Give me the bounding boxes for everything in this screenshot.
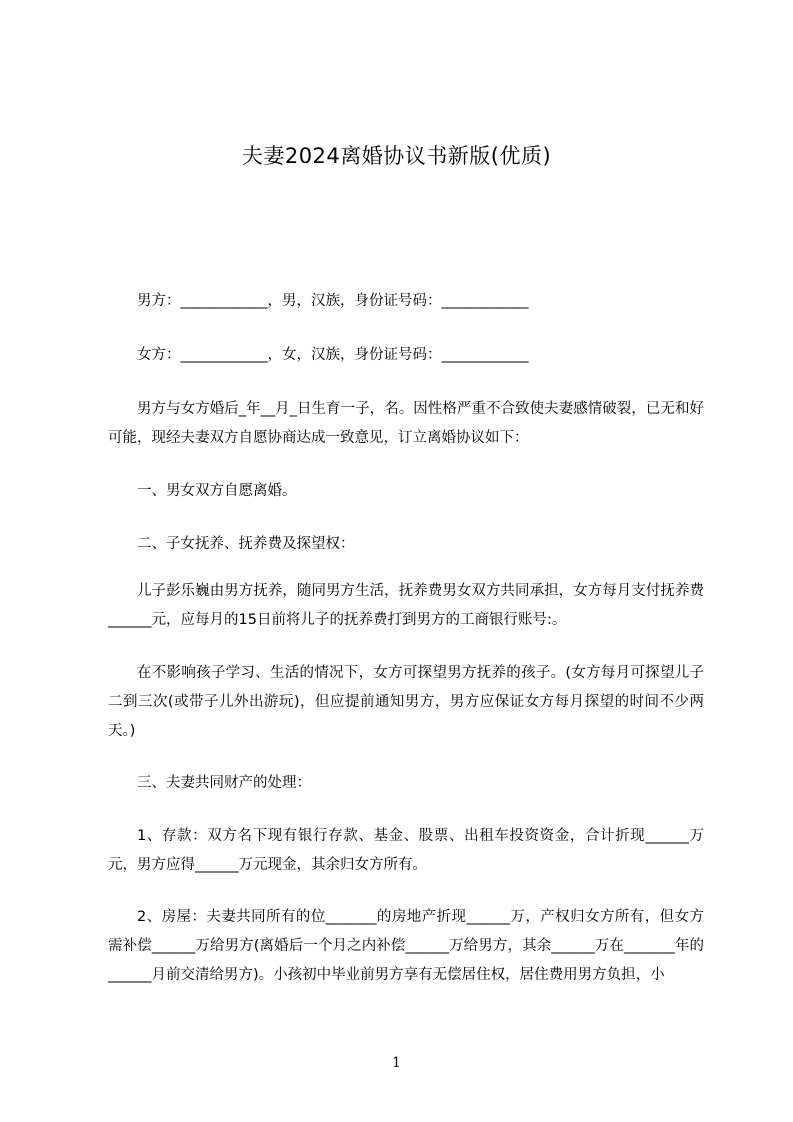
- visitation-paragraph: 在不影响孩子学习、生活的情况下，女方可探望男方抚养的孩子。(女方每月可探望儿子二到三次(或带子儿外出游玩)，但应提前通知男方，男方应保证女方每月探望的时间不少两天。): [108, 665, 704, 739]
- section-heading-children: 二、子女抚养、抚养费及探望权：: [137, 536, 355, 552]
- intro-paragraph: 男方与女方婚后_年__月_日生育一子，名。因性格严重不合致使夫妻感情破裂，已无和好可能，现经夫妻双方自愿协商达成一致意见，订立离婚协议如下：: [108, 401, 704, 446]
- house-paragraph: 2、房屋：夫妻共同所有的位_______的房地产折现______万，产权归女方所有，但女方需补偿______万给男方(离婚后一个月之内补偿______万给男方，其余______万在_______年的______月前交清给男方)。小孩初中毕业前男方享有无偿居住权，居住费用男方负担，小: [108, 909, 704, 983]
- child-support-paragraph: 儿子彭乐巍由男方抚养，随同男方生活，抚养费男女双方共同承担，女方每月支付抚养费______元，应每月的15日前将儿子的抚养费打到男方的工商银行账号:。: [108, 583, 704, 628]
- man-party-paragraph: 男方：____________，男，汉族，身份证号码：____________: [137, 293, 529, 309]
- document-title: 夫妻2024离婚协议书新版(优质): [241, 144, 552, 168]
- page-number: 1: [392, 1055, 401, 1071]
- deposit-paragraph: 1、存款：双方名下现有银行存款、基金、股票、出租车投资资金，合计折现______万元，男方应得______万元现金，其余归女方所有。: [108, 828, 704, 873]
- woman-party-paragraph: 女方：____________，女，汉族，身份证号码：____________: [137, 347, 529, 363]
- section-heading-property: 三、夫妻共同财产的处理：: [137, 775, 311, 791]
- section-heading-divorce: 一、男女双方自愿离婚。: [137, 483, 297, 499]
